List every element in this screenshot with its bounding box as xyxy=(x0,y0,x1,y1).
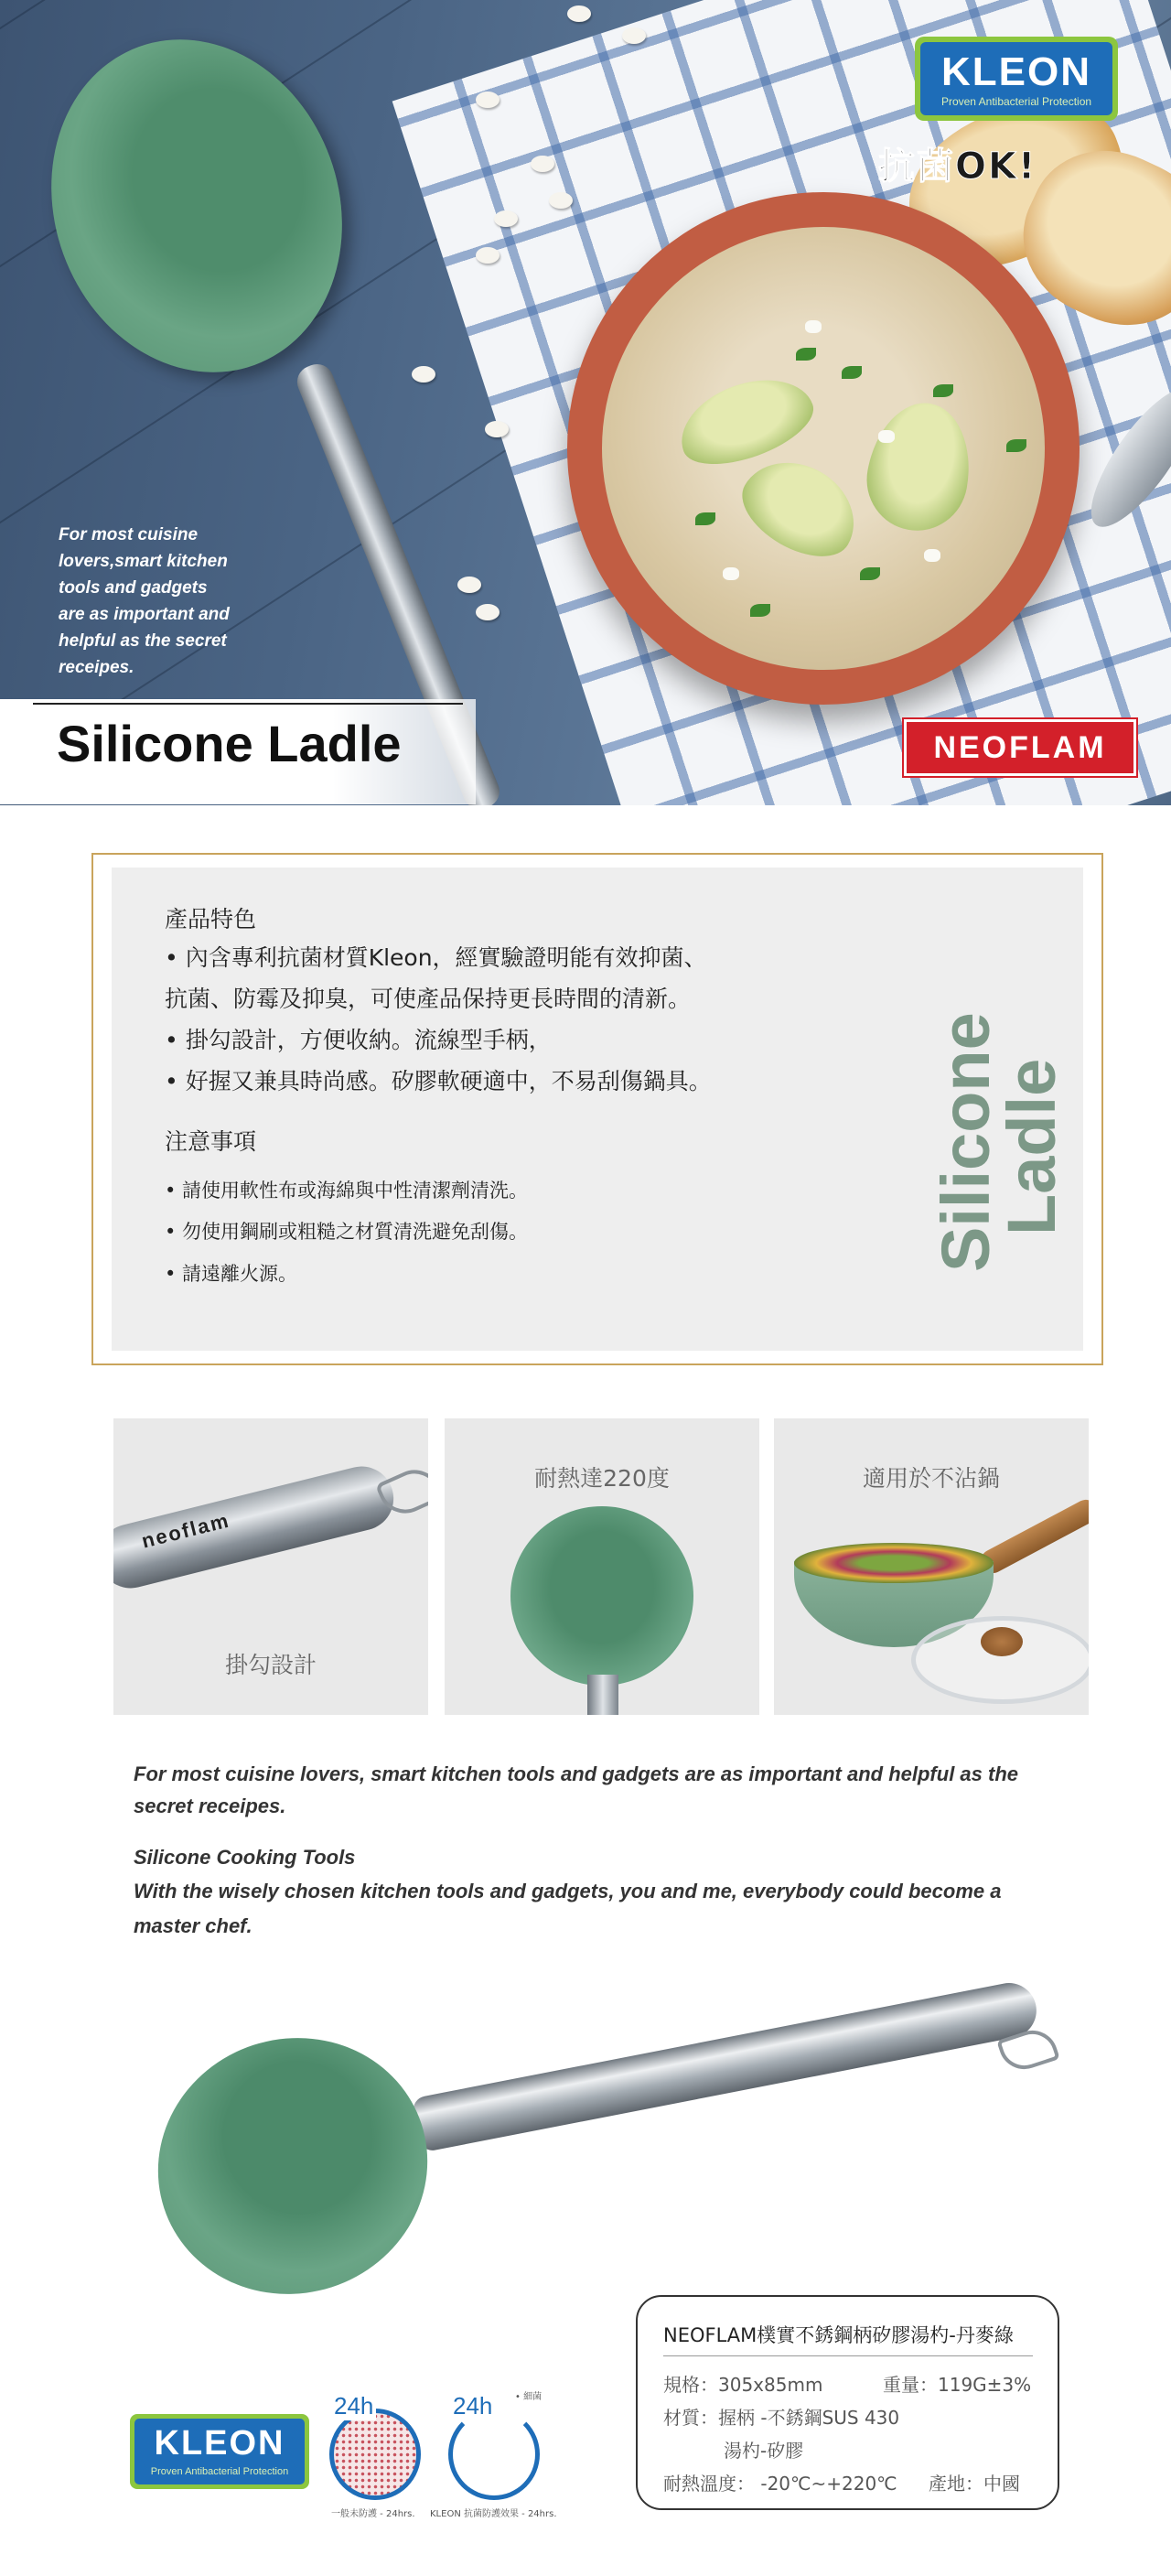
white-bean xyxy=(476,92,500,108)
cheese-crumble xyxy=(878,430,895,443)
hero-tagline: For most cuisine lovers,smart kitchen tools and gadgets are as important and helpful as the secret receipes. xyxy=(59,525,230,677)
bacteria-protected-icon xyxy=(448,2409,540,2500)
copy-line: For most cuisine lovers, smart kitchen tools and gadgets are as important and helpful as the xyxy=(134,1762,1019,1785)
herb-leaf xyxy=(695,512,715,525)
white-bean xyxy=(476,247,500,264)
title-divider xyxy=(33,703,463,705)
feature-item: 抗菌、防霉及抑臭，可使產品保持更長時間的清新。 xyxy=(165,986,692,1012)
note-item: • 請遠離火源。 xyxy=(165,1263,298,1285)
spec-box xyxy=(636,2295,1059,2510)
ladle-handle xyxy=(411,1978,1041,2153)
features-heading: 產品特色 xyxy=(165,906,257,932)
page-title: Silicone Ladle xyxy=(57,715,402,772)
badge-caption: KLEON 抗菌防護效果 - 24hrs. xyxy=(430,2509,557,2519)
kleon-logo: KLEON Proven Antibacterial Protection xyxy=(130,2414,309,2489)
copy-line: secret receipes. xyxy=(134,1795,286,1817)
copy-line: With the wisely chosen kitchen tools and gadgets, you and me, everybody could become a xyxy=(134,1880,1002,1902)
white-bean xyxy=(549,192,573,209)
herb-leaf xyxy=(796,348,816,361)
ladle-stem xyxy=(587,1675,618,1715)
neoflam-logo: NEOFLAM xyxy=(904,719,1136,776)
spec-temperature: 耐熱溫度： -20℃~+220℃ xyxy=(663,2473,897,2495)
white-bean xyxy=(622,27,646,44)
spec-weight: 重量：119G±3% xyxy=(883,2374,1032,2396)
spec-material-2: 湯杓-矽膠 xyxy=(724,2440,804,2462)
herb-leaf xyxy=(1006,439,1026,452)
pan-food xyxy=(794,1543,994,1583)
white-bean xyxy=(531,156,554,172)
hero-banner xyxy=(0,0,1171,805)
antibacterial-ok-label: 抗菌OK! xyxy=(878,146,1037,188)
copy-subheading: Silicone Cooking Tools xyxy=(134,1846,356,1869)
spec-title: NEOFLAM樸實不銹鋼柄矽膠湯杓-丹麥綠 xyxy=(663,2324,1014,2346)
panel-caption: 耐熱達220度 xyxy=(534,1465,670,1492)
panel-hook-design xyxy=(113,1418,428,1715)
hours-label: 24h xyxy=(450,2392,495,2420)
feature-item: • 掛勾設計，方便收納。流線型手柄， xyxy=(165,1027,552,1053)
badge-caption: 一般未防護 - 24hrs. xyxy=(331,2509,415,2519)
white-bean xyxy=(412,366,435,383)
cheese-crumble xyxy=(924,549,940,562)
spec-material: 材質：握柄 -不銹鋼SUS 430 xyxy=(663,2407,900,2429)
cheese-crumble xyxy=(805,320,822,333)
spec-origin: 產地：中國 xyxy=(929,2473,1020,2495)
handle-engraving: neoflam xyxy=(139,1508,232,1553)
note-item: • 請使用軟性布或海綿與中性清潔劑清洗。 xyxy=(165,1180,529,1202)
spec-divider xyxy=(663,2355,1033,2356)
cheese-crumble xyxy=(723,567,739,580)
panel-caption: 掛勾設計 xyxy=(224,1652,317,1678)
herb-leaf xyxy=(750,604,770,617)
herb-leaf xyxy=(842,366,862,379)
kleon-logo: KLEON Proven Antibacterial Protection xyxy=(915,37,1118,121)
pan-handle xyxy=(977,1496,1089,1578)
feature-item: • 內含專利抗菌材質Kleon，經實驗證明能有效抑菌、 xyxy=(165,944,707,971)
herb-leaf xyxy=(860,567,880,580)
note-item: • 勿使用鋼刷或粗糙之材質清洗避免刮傷。 xyxy=(165,1221,529,1243)
panel-caption: 適用於不沾鍋 xyxy=(862,1465,1000,1492)
notes-heading: 注意事項 xyxy=(165,1128,257,1155)
panel-heat-resistant xyxy=(445,1418,759,1715)
feature-item: • 好握又兼具時尚感。矽膠軟硬適中，不易刮傷鍋具。 xyxy=(165,1068,712,1094)
soup xyxy=(602,227,1045,670)
ladle-head xyxy=(5,0,388,414)
vertical-product-title: Silicone Ladle xyxy=(928,1012,1069,1272)
white-bean xyxy=(457,577,481,593)
white-bean xyxy=(485,421,509,437)
panel-nonstick xyxy=(774,1418,1089,1715)
bacteria-legend: • 細菌 xyxy=(515,2392,543,2402)
white-bean xyxy=(494,210,518,227)
herb-leaf xyxy=(933,384,953,397)
ladle-head xyxy=(510,1506,693,1686)
bacteria-unprotected-icon xyxy=(329,2409,421,2500)
hours-label: 24h xyxy=(331,2392,376,2420)
white-bean xyxy=(476,604,500,620)
copy-line: master chef. xyxy=(134,1914,252,1937)
ladle-head xyxy=(124,2003,460,2329)
white-bean xyxy=(567,5,591,22)
spec-size: 規格：305x85mm xyxy=(663,2374,823,2396)
lid-knob xyxy=(981,1627,1023,1656)
